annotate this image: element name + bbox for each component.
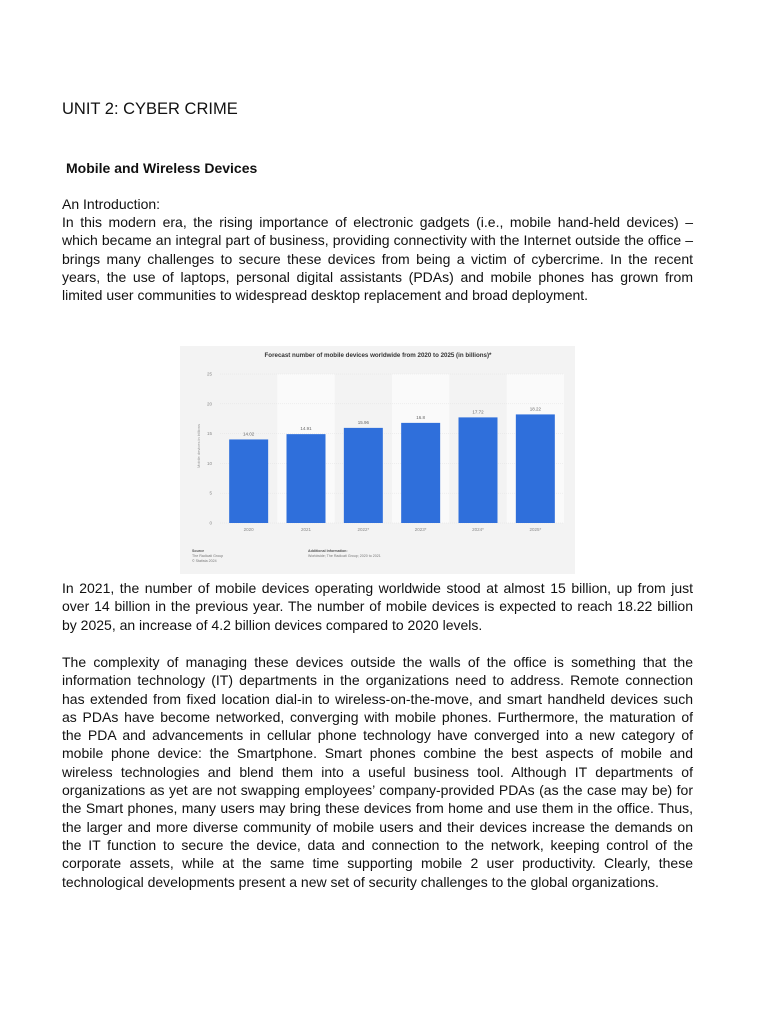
x-tick-label-2021: 2021 [300, 527, 312, 532]
data-label-2024: 17.72 [472, 409, 484, 415]
footer-source-heading: Source [192, 549, 205, 553]
intro-label: An Introduction: [62, 196, 161, 212]
complexity-paragraph: The complexity of managing these devices outside the walls of the office is something that the information technology (IT) departments in the organizations need to address. Remote connection has extended from fixed location dial-in to wireless-on-the-move, and smart handheld devices such as PDAs have become networked, converging with mobile phones. Furthermore, the maturation of the PDA and advancements in cellular phone technology have converged into a new category of mobile phone device: the Smartphone. Smart phones combine the best aspects of mobile and wireless technologies and blend them into a useful business tool. Although IT departments of organizations as yet are not swapping employees’ company-provided PDAs (as the case may be) for the Smart phones, many users may bring these devices from home and use them in the office. Thus, the larger and more diverse community of mobile users and their devices increase the demands on the IT function to secure the device, data and connection to the network, keeping control of the corporate assets, while at the same time supporting mobile 2 user productivity. Clearly, these technological developments present a new set of security challenges to the global organizations. [62, 654, 693, 890]
x-tick-label-2024: 2024* [472, 527, 484, 532]
chart-title: Forecast number of mobile devices worldwide from 2020 to 2025 (in billions)* [264, 352, 492, 359]
y-tick-label-5: 25 [206, 371, 212, 377]
statistics-paragraph: In 2021, the number of mobile devices operating worldwide stood at almost 15 billion, up from just over 14 billion in the previous year. The number of mobile devices is expected to reach 18.22 billion by 2025, an increase of 4.2 billion devices compared to 2020 levels. [62, 580, 693, 633]
bar-2023 [401, 423, 440, 523]
footer-info-heading: Additional Information: [308, 549, 348, 553]
y-tick-label-4: 20 [206, 401, 212, 407]
data-label-2022: 15.96 [357, 419, 369, 425]
x-tick-label-2020: 2020 [243, 527, 254, 532]
section-heading: Mobile and Wireless Devices [66, 160, 258, 176]
data-label-2023: 16.8 [416, 414, 426, 420]
footer-source-line-2: © Statista 2024 [192, 559, 217, 563]
y-tick-label-2: 10 [206, 460, 212, 466]
bar-2025 [516, 414, 555, 523]
data-label-2020: 14.02 [243, 431, 255, 437]
y-tick-label-0: 0 [209, 520, 212, 526]
bar-2020 [229, 439, 268, 523]
x-tick-label-2025: 2025* [529, 527, 542, 532]
bar-2024 [459, 417, 498, 523]
bar-chart [180, 346, 575, 574]
y-tick-label-1: 5 [209, 490, 212, 496]
bar-2021 [287, 434, 326, 523]
chart-figure [180, 346, 575, 574]
y-axis-label: Mobile devices in billions [196, 423, 201, 469]
x-tick-label-2022: 2022* [357, 527, 370, 532]
data-label-2021: 14.91 [300, 426, 312, 432]
x-tick-label-2023: 2023* [414, 527, 427, 532]
unit-title: UNIT 2: CYBER CRIME [62, 100, 238, 118]
intro-paragraph: In this modern era, the rising importance of electronic gadgets (i.e., mobile hand-held devices) – which became an integral part of business, providing connectivity with the Internet outside the office – brings many challenges to secure these devices from being a victim of cybercrime. In the recent years, the use of laptops, personal digital assistants (PDAs) and mobile phones has grown from limited user communities to widespread desktop replacement and broad deployment. [62, 214, 693, 304]
bar-2022 [344, 428, 383, 523]
footer-info-line: Worldwide; The Radicati Group; 2020 to 2021 [308, 554, 381, 558]
y-tick-label-3: 15 [206, 431, 212, 437]
data-label-2025: 18.22 [529, 406, 541, 412]
footer-source-line-1: The Radicati Group [192, 554, 224, 558]
